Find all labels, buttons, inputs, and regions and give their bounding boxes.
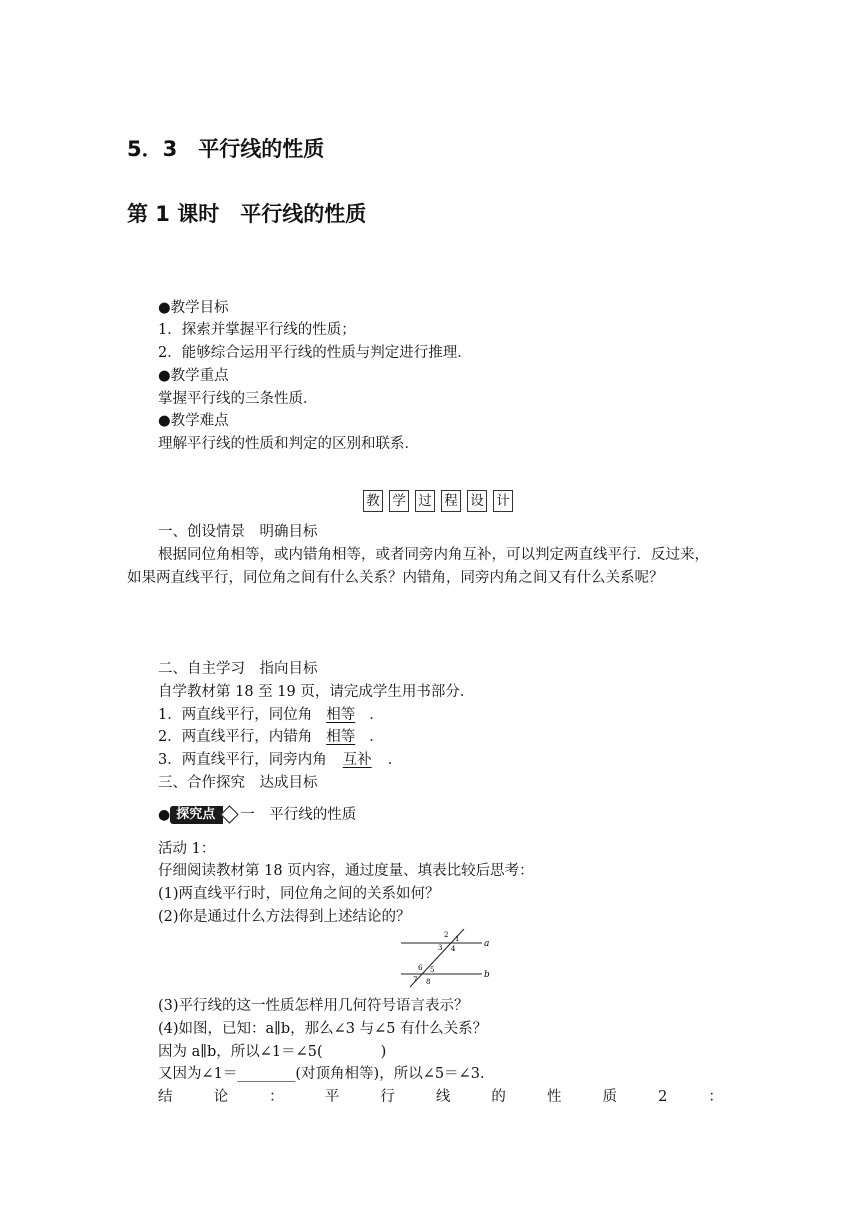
- goal-item-2: 2．能够综合运用平行线的性质与判定进行推理．: [158, 345, 472, 361]
- angle-6: 6: [418, 964, 423, 972]
- conclusion-char: 性: [546, 1089, 562, 1105]
- angle-1: 1: [455, 935, 460, 943]
- conclusion-char: 行: [380, 1089, 395, 1105]
- question-3-suffix: ．: [387, 752, 403, 768]
- question-3-prefix: 3．两直线平行，同旁内角: [158, 752, 327, 768]
- question-a: (1)两直线平行时，同位角之间的关系如何？: [158, 886, 440, 902]
- question-2-prefix: 2．两直线平行，内错角: [158, 729, 313, 745]
- process-box: 计: [493, 490, 513, 512]
- angle-5: 5: [430, 966, 435, 974]
- answer-2: 相等: [326, 729, 356, 745]
- process-box: 过: [415, 490, 435, 512]
- conclusion-char: 线: [435, 1089, 451, 1105]
- question-c: (3)平行线的这一性质怎样用几何符号语言表示？: [158, 998, 469, 1014]
- key-points-heading: ●教学重点: [158, 368, 229, 384]
- proof-line-2: 又因为∠1＝________(对顶角相等)，所以∠5＝∠3.: [158, 1066, 485, 1082]
- activity-label: 活动 1：: [158, 841, 216, 857]
- angle-2: 2: [444, 931, 449, 939]
- conclusion-char: 平: [324, 1089, 340, 1105]
- activity-desc: 仔细阅读教材第 18 页内容，通过度量、填表比较后思考：: [158, 863, 534, 879]
- part2-intro: 自学教材第 18 至 19 页，请完成学生用书部分．: [158, 684, 475, 700]
- conclusion-char: 2: [658, 1089, 668, 1105]
- process-design-boxes: [363, 490, 513, 512]
- process-box: 设: [467, 490, 487, 512]
- angle-7: 7: [413, 976, 418, 984]
- difficulties-heading: ●教学难点: [158, 413, 229, 429]
- question-1: [158, 704, 384, 726]
- question-1-prefix: 1．两直线平行，同位角: [158, 707, 313, 723]
- question-2: [158, 726, 384, 748]
- conclusion-char: 结: [158, 1089, 173, 1105]
- explore-point-title: 一 平行线的性质: [240, 807, 357, 823]
- conclusion-char: 的: [491, 1089, 506, 1105]
- question-d: (4)如图，已知：a∥b，那么∠3 与∠5 有什么关系？: [158, 1021, 488, 1037]
- goal-item-1: 1．探索并掌握平行线的性质；: [158, 322, 356, 338]
- part2-heading: 二、自主学习 指向目标: [158, 661, 318, 677]
- part1-heading: 一、创设情景 明确目标: [158, 524, 318, 540]
- label-a: a: [484, 939, 490, 949]
- part1-para-line1: 根据同位角相等，或内错角相等，或者同旁内角互补，可以判定两直线平行．反过来，: [158, 547, 709, 563]
- question-1-suffix: ．: [369, 707, 384, 723]
- angle-4: 4: [451, 945, 456, 953]
- part3-heading: 三、合作探究 达成目标: [158, 775, 318, 791]
- answer-3: 互补: [342, 752, 372, 768]
- proof-line-1: 因为 a∥b，所以∠1＝∠5( ): [158, 1044, 387, 1060]
- conclusion-char: 论: [213, 1089, 229, 1105]
- conclusion-line: [158, 1086, 723, 1108]
- angle-3: 3: [438, 944, 443, 952]
- process-box: 学: [389, 490, 409, 512]
- conclusion-char: 质: [602, 1089, 617, 1105]
- question-2-suffix: ．: [369, 729, 384, 745]
- part1-para-line2: 如果两直线平行，同位角之间有什么关系？内错角，同旁内角之间又有什么关系呢？: [127, 570, 664, 586]
- question-3: [158, 749, 402, 771]
- goals-heading: ●教学目标: [158, 300, 229, 316]
- key-points-text: 掌握平行线的三条性质．: [158, 391, 318, 407]
- lesson-title: 第 1 课时 平行线的性质: [127, 202, 367, 226]
- conclusion-char: ：: [269, 1089, 284, 1105]
- explore-point-tag: 探究点: [170, 806, 223, 824]
- bullet-dot: ●: [158, 807, 171, 823]
- section-title: 5．3 平行线的性质: [127, 137, 325, 161]
- conclusion-char: ：: [708, 1089, 723, 1105]
- answer-1: 相等: [326, 707, 356, 723]
- difficulties-text: 理解平行线的性质和判定的区别和联系．: [158, 436, 419, 452]
- parallel-lines-figure: [396, 926, 496, 988]
- process-box: 程: [441, 490, 461, 512]
- explore-point-row: [158, 804, 356, 826]
- angle-8: 8: [426, 978, 431, 986]
- process-box: 教: [363, 490, 383, 512]
- question-b: (2)你是通过什么方法得到上述结论的？: [158, 909, 411, 925]
- label-b: b: [484, 970, 490, 980]
